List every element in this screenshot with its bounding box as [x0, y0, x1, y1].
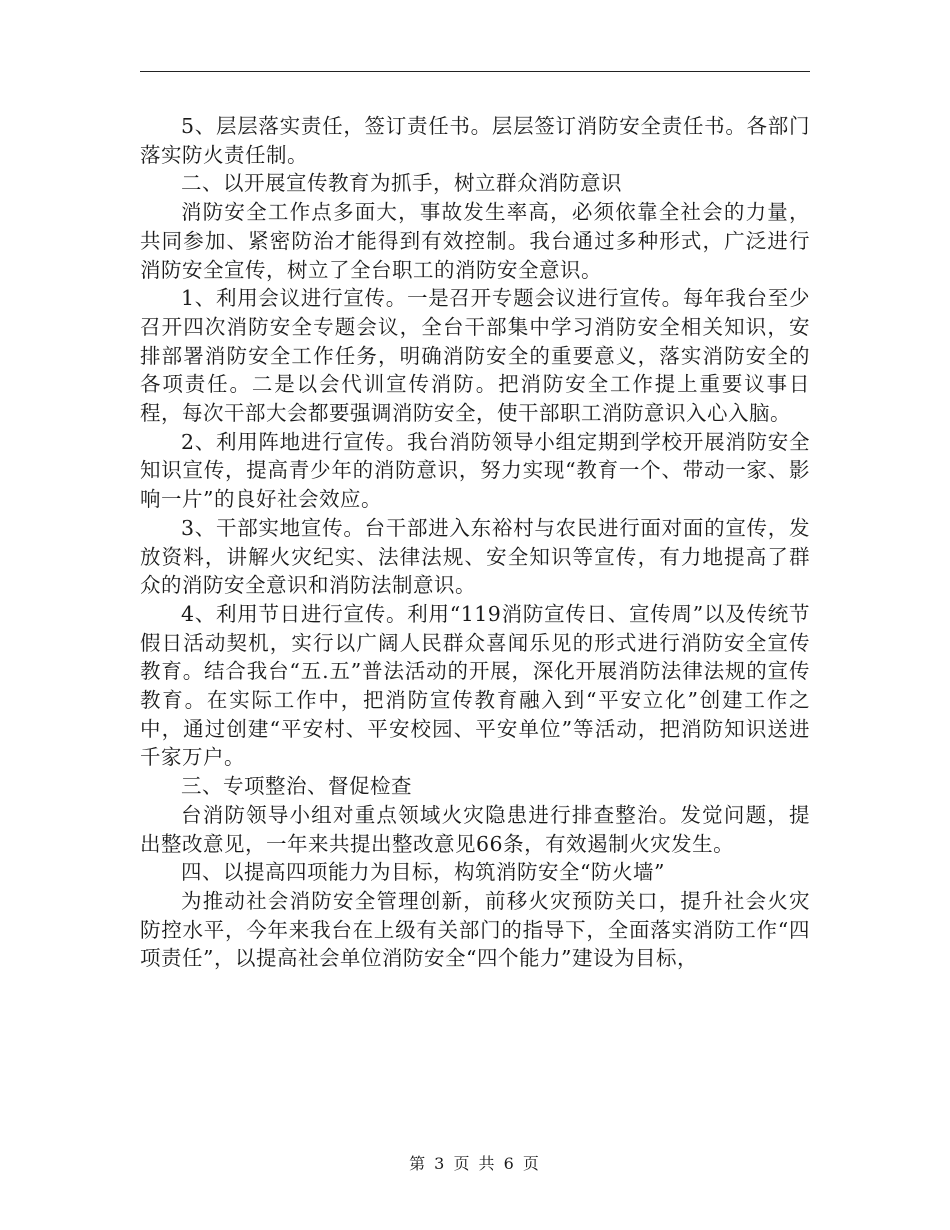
- paragraph-firewall: 为推动社会消防安全管理创新，前移火灾预防关口，提升社会火灾防控水平，今年来我台在上级有关部门的指导下，全面落实消防工作“四项责任”，以提高社会单位消防安全“四个能力”建设为目标，: [140, 888, 810, 971]
- paragraph-field-publicity: 3、干部实地宣传。台干部进入东裕村与农民进行面对面的宣传，发放资料，讲解火灾纪实、法律法规、安全知识等宣传，有力地提高了群众的消防安全意识和消防法制意识。: [140, 515, 810, 598]
- paragraph-venues: 2、利用阵地进行宣传。我台消防领导小组定期到学校开展消防安全知识宣传，提高青少年的消防意识，努力实现“教育一个、带动一家、影响一片”的良好社会效应。: [140, 429, 810, 512]
- paragraph-intro: 消防安全工作点多面大，事故发生率高，必须依靠全社会的力量，共同参加、紧密防治才能得到有效控制。我台通过多种形式，广泛进行消防安全宣传，树立了全台职工的消防安全意识。: [140, 200, 810, 282]
- heading-section-four: 四、以提高四项能力为目标，构筑消防安全“防火墙”: [181, 860, 665, 885]
- paragraph-holidays: 4、利用节日进行宣传。利用“119消防宣传日、宣传周”以及传统节假日活动契机，实行以广阔人民群众喜闻乐见的形式进行消防安全宣传教育。结合我台“五.五”普法活动的开展，深化开展消防法律法规的宣传教育。在实际工作中，把消防宣传教育融入到“平安立化”创建工作之中，通过创建“平安村、平安校园、平安单位”等活动，把消防知识送进千家万户。: [140, 601, 810, 770]
- paragraph-inspection: 台消防领导小组对重点领域火灾隐患进行排查整治。发觉问题，提出整改意见，一年来共提出整改意见66条，有效遏制火灾发生。: [140, 802, 810, 856]
- paragraph-meetings: 1、利用会议进行宣传。一是召开专题会议进行宣传。每年我台至少召开四次消防安全专题会议，全台干部集中学习消防安全相关知识，安排部署消防安全工作任务，明确消防安全的重要意义，落实消防安全的各项责任。二是以会代训宣传消防。把消防安全工作提上重要议事日程，每次干部大会都要强调消防安全，使干部职工消防意识入心入脑。: [140, 286, 810, 426]
- page-number: 第 3 页 共 6 页: [409, 1154, 541, 1173]
- heading-section-two: 二、以开展宣传教育为抓手，树立群众消防意识: [181, 171, 622, 196]
- heading-section-three: 三、专项整治、督促检查: [181, 774, 412, 799]
- paragraph-responsibility: 5、层层落实责任，签订责任书。层层签订消防安全责任书。各部门落实防火责任制。: [140, 114, 810, 167]
- document-body: [140, 112, 810, 973]
- header-divider: [140, 71, 810, 72]
